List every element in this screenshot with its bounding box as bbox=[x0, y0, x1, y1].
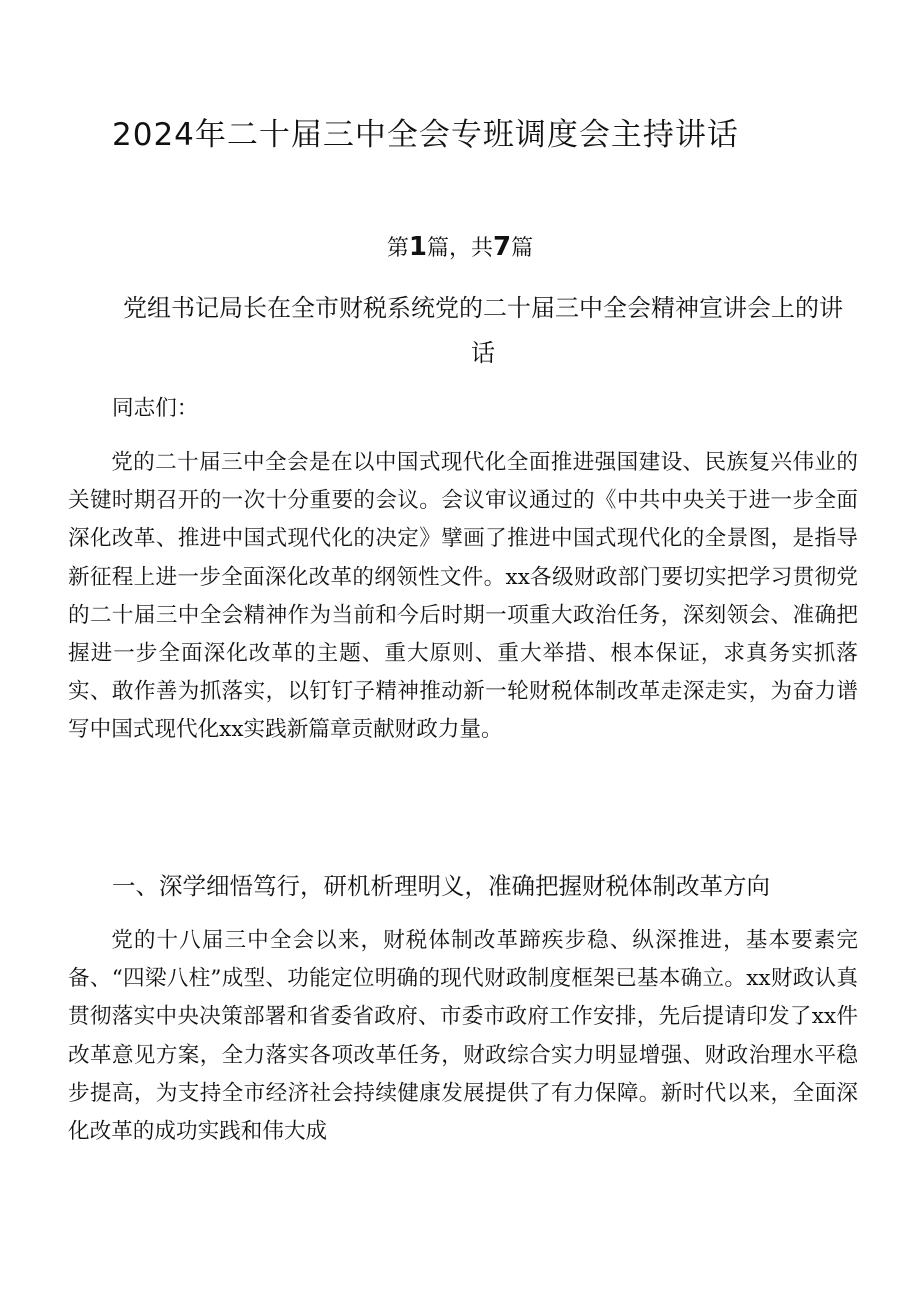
document-title: 2024年二十届三中全会专班调度会主持讲话 bbox=[112, 117, 739, 153]
part-indicator bbox=[0, 230, 920, 266]
body-paragraph-1: 党的二十届三中全会是在以中国式现代化全面推进强国建设、民族复兴伟业的关键时期召开的一次十分重要的会议。会议审议通过的《中共中央关于进一步全面深化改革、推进中国式现代化的决定》擘画了推进中国式现代化的全景图，是指导新征程上进一步全面深化改革的纲领性文件。xx各级财政部门要切实把学习贯彻党的二十届三中全会精神作为当前和今后时期一项重大政治任务，深刻领会、准确把握进一步全面深化改革的主题、重大原则、重大举措、根本保证，求真务实抓落实、敢作善为抓落实，以钉钉子精神推动新一轮财税体制改革走深走实，为奋力谱写中国式现代化xx实践新篇章贡献财政力量。 bbox=[68, 450, 858, 743]
part-total-number: 7 bbox=[493, 232, 512, 262]
salutation: 同志们： bbox=[112, 396, 199, 421]
speech-title: 党组书记局长在全市财税系统党的二十届三中全会精神宣讲会上的讲话 bbox=[123, 294, 843, 367]
part-middle: 篇，共 bbox=[426, 236, 493, 261]
part-prefix: 第 bbox=[386, 236, 409, 261]
body-paragraph-2: 党的十八届三中全会以来，财税体制改革蹄疾步稳、纵深推进，基本要素完备、“四梁八柱”成型、功能定位明确的现代财政制度框架已基本确立。xx财政认真贯彻落实中央决策部署和省委省政府、市委市政府工作安排，先后提请印发了xx件改革意见方案，全力落实各项改革任务，财政综合实力明显增强、财政治理水平稳步提高，为支持全市经济社会持续健康发展提供了有力保障。新时代以来，全面深化改革的成功实践和伟大成 bbox=[68, 928, 858, 1145]
part-current-number: 1 bbox=[408, 232, 427, 262]
part-suffix: 篇 bbox=[511, 236, 534, 261]
section-heading-1: 一、深学细悟笃行，研机析理明义，准确把握财税体制改革方向 bbox=[112, 872, 770, 900]
